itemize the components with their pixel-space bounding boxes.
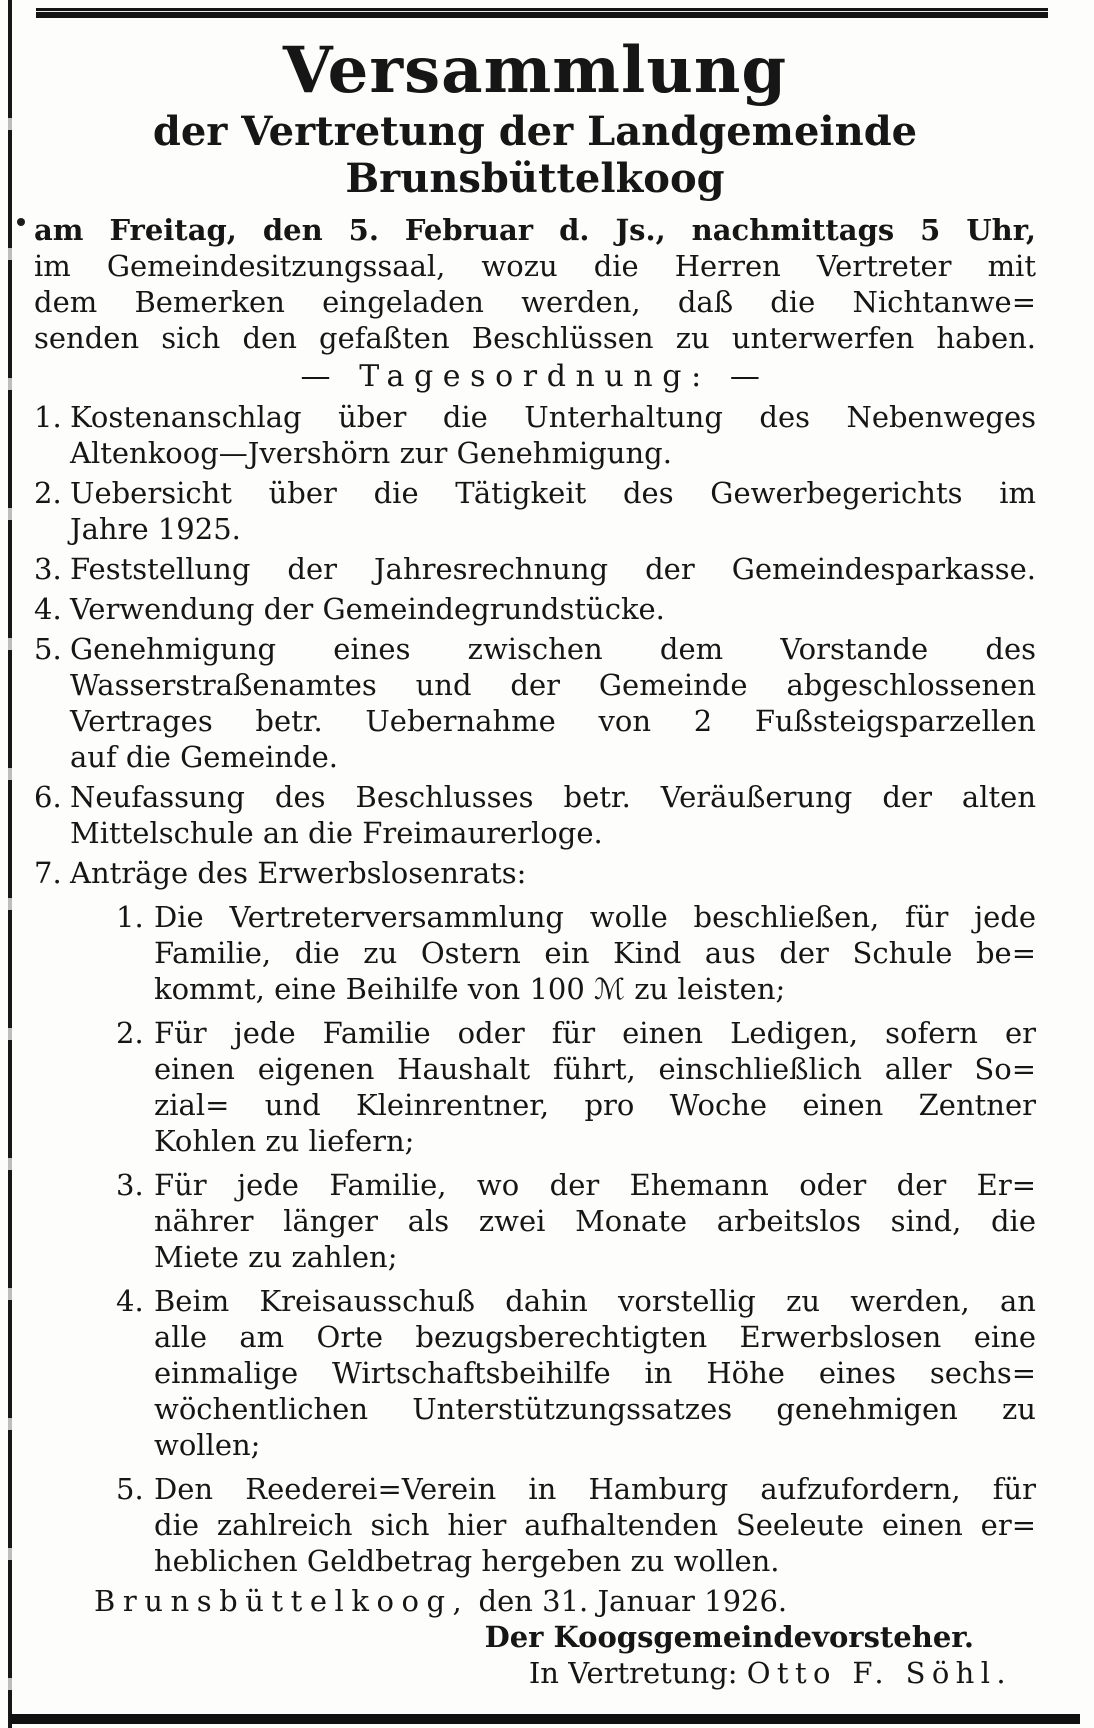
agenda-item-3 [34, 551, 1036, 587]
agenda-item-line: Vertrages betr. Uebernahme von 2 Fußsteigsparzellen [70, 704, 1036, 738]
motion-item-number: 5. [116, 1472, 144, 1506]
motion-item-line: nährer länger als zwei Monate arbeitslos sind, die [154, 1204, 1036, 1238]
closing-place: Brunsbüttelkoog, [94, 1584, 470, 1618]
page-title: Versammlung [282, 33, 788, 108]
motion-item-number: 1. [116, 900, 144, 934]
agenda-item-line: Altenkoog—Jvershörn zur Genehmigung. [70, 436, 672, 470]
closing-signature-prefix: In Vertretung: [528, 1656, 747, 1690]
agenda-item-number: 7. [34, 856, 62, 890]
closing-date: den 31. Januar 1926. [469, 1584, 788, 1618]
motion-item-line: Für jede Familie, wo der Ehemann oder der Er= [154, 1168, 1036, 1202]
agenda-item-number: 3. [34, 552, 62, 586]
agenda-item-line: Feststellung der Jahresrechnung der Gemeindesparkasse. [70, 552, 1036, 586]
agenda-item-1 [34, 399, 1036, 471]
agenda-item-line: Wasserstraßenamtes und der Gemeinde abgeschlossenen [70, 668, 1036, 702]
agenda-heading: — Tagesordnung: — [300, 359, 770, 394]
motion-item-number: 3. [116, 1168, 144, 1202]
page-subtitle-line2: Brunsbüttelkoog [345, 155, 725, 202]
motion-item-line: zial= und Kleinrentner, pro Woche einen Zentner [154, 1088, 1036, 1122]
motion-item-line: alle am Orte bezugsberechtigten Erwerbslosen eine [154, 1320, 1036, 1354]
agenda-item-line: Genehmigung eines zwischen dem Vorstande des [70, 632, 1036, 666]
motion-item-line: die zahlreich sich hier aufhaltenden Seeleute einen er= [154, 1508, 1036, 1542]
intro-line: am Freitag, den 5. Februar d. Js., nachmittags 5 Uhr, [34, 213, 1036, 247]
motion-item-4 [116, 1283, 1036, 1463]
closing-place-date [34, 1583, 1036, 1619]
agenda-item-line: Kostenanschlag über die Unterhaltung des Nebenweges [70, 400, 1036, 434]
agenda-item-6 [34, 779, 1036, 851]
agenda-item-number: 6. [34, 780, 62, 814]
motion-item-number: 2. [116, 1016, 144, 1050]
agenda-item-line: Mittelschule an die Freimaurerloge. [70, 816, 603, 850]
motion-item-line: einmalige Wirtschaftsbeihilfe in Höhe eines sechs= [154, 1356, 1036, 1390]
top-rule-divider [36, 8, 1048, 18]
motion-item-line: Den Reederei=Verein in Hamburg aufzufordern, für [154, 1472, 1036, 1506]
agenda-item-line: Anträge des Erwerbslosenrats: [70, 856, 527, 890]
agenda-item-line: auf die Gemeinde. [70, 740, 339, 774]
closing-signature-role: Der Koogsgemeindevorsteher. [484, 1620, 974, 1654]
motion-item-5 [116, 1471, 1036, 1579]
bottom-rule-divider [10, 1714, 1080, 1724]
closing-signature-name: Otto F. Söhl. [746, 1656, 1012, 1690]
agenda-item-2 [34, 475, 1036, 547]
announcement-content [34, 34, 1036, 1691]
agenda-item-number: 2. [34, 476, 62, 510]
motion-item-line: wollen; [154, 1428, 261, 1462]
agenda-item-line: Verwendung der Gemeindegrundstücke. [70, 592, 665, 626]
closing-signature-line [529, 1655, 1012, 1691]
motion-item-line: Die Vertreterversammlung wolle beschließen, für jede [154, 900, 1036, 934]
motion-item-2 [116, 1015, 1036, 1159]
agenda-item-7 [34, 855, 1036, 1579]
closing-block [34, 1583, 1036, 1691]
agenda-item-number: 4. [34, 592, 62, 626]
motion-item-line: Beim Kreisausschuß dahin vorstellig zu werden, an [154, 1284, 1036, 1318]
intro-line: senden sich den gefaßten Beschlüssen zu unterwerfen haben. [34, 321, 1036, 355]
intro-line: dem Bemerken eingeladen werden, daß die Nichtanwe= [34, 285, 1036, 319]
intro-paragraph [34, 212, 1036, 356]
agenda-item-4 [34, 591, 1036, 627]
page-subtitle-line1: der Vertretung der Landgemeinde [152, 108, 918, 155]
motion-item-line: Familie, die zu Ostern ein Kind aus der Schule be= [154, 936, 1036, 970]
agenda-item-line: Jahre 1925. [70, 512, 241, 546]
motion-item-line: heblichen Geldbetrag hergeben zu wollen. [154, 1544, 780, 1578]
motion-item-3 [116, 1167, 1036, 1275]
left-column-rule [8, 0, 12, 1728]
motion-item-1 [116, 899, 1036, 1007]
agenda-item-number: 1. [34, 400, 62, 434]
motion-item-line: Miete zu zahlen; [154, 1240, 398, 1274]
intro-line: im Gemeindesitzungssaal, wozu die Herren Vertreter mit [34, 249, 1036, 283]
agenda-item-line: Neufassung des Beschlusses betr. Veräußerung der alten [70, 780, 1036, 814]
ink-dot-artifact [17, 218, 25, 226]
agenda-list [34, 399, 1036, 1579]
motion-item-line: wöchentlichen Unterstützungssatzes genehmigen zu [154, 1392, 1036, 1426]
motion-item-number: 4. [116, 1284, 144, 1318]
motion-item-line: kommt, eine Beihilfe von 100 ℳ zu leisten; [154, 972, 786, 1006]
motion-item-line: Für jede Familie oder für einen Ledigen, sofern er [154, 1016, 1036, 1050]
motion-item-line: einen eigenen Haushalt führt, einschließlich aller So= [154, 1052, 1036, 1086]
agenda-item-number: 5. [34, 632, 62, 666]
agenda-item-line: Uebersicht über die Tätigkeit des Gewerbegerichts im [70, 476, 1036, 510]
agenda-item-5 [34, 631, 1036, 775]
motion-item-line: Kohlen zu liefern; [154, 1124, 415, 1158]
